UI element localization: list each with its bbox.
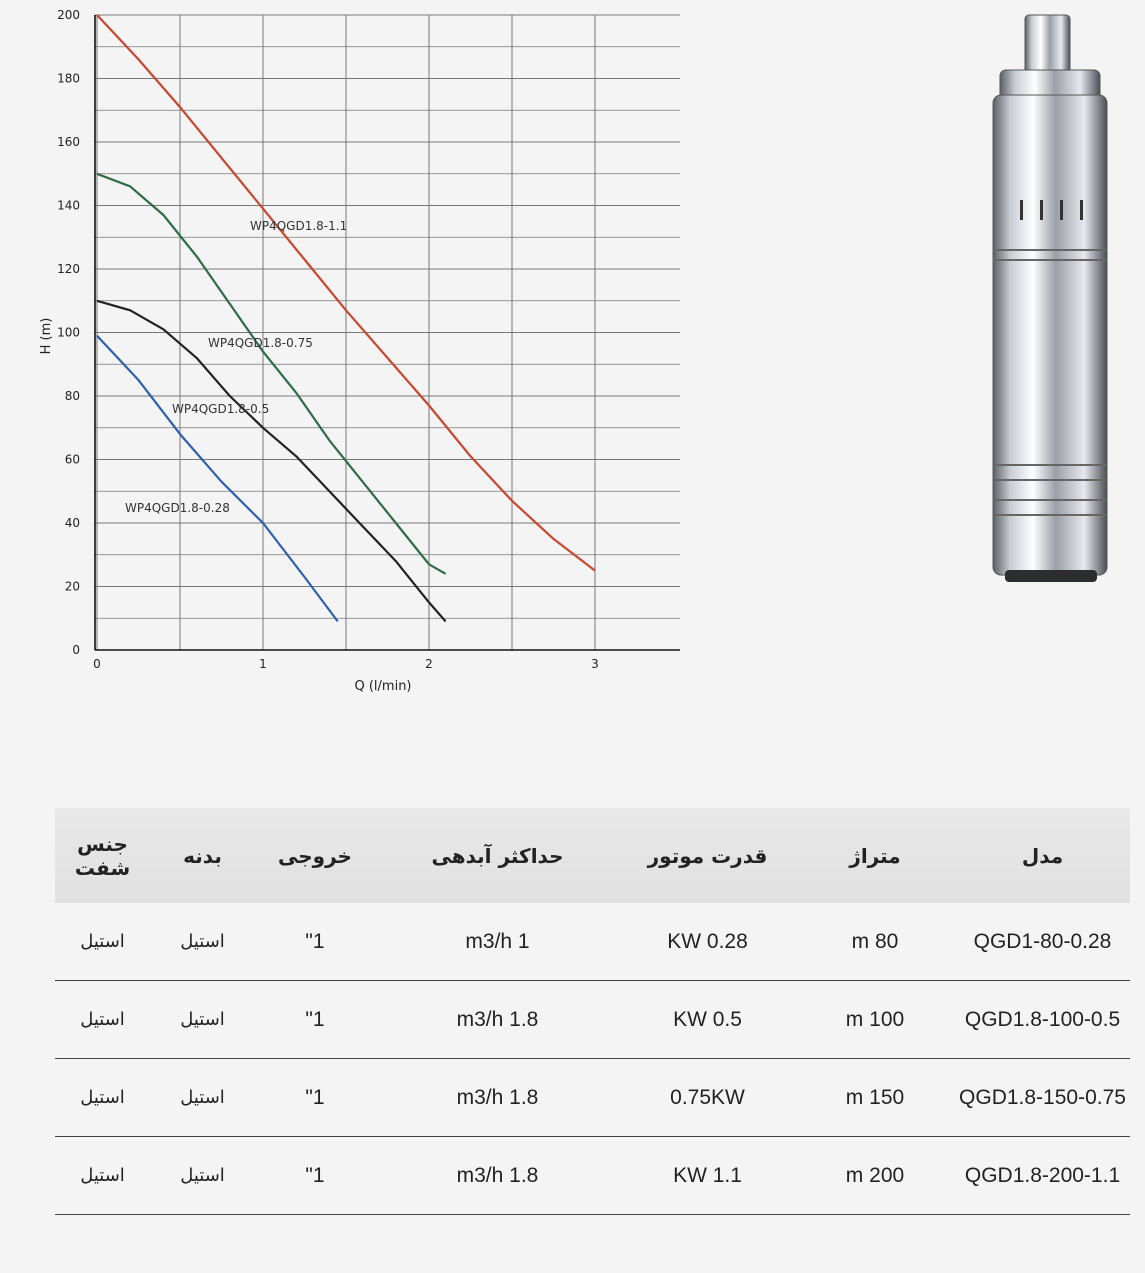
header-body: بدنه: [183, 843, 222, 868]
cell-depth: 200 m: [845, 1163, 905, 1187]
cell-body: استیل: [180, 1009, 225, 1030]
cell-max-flow: 1 m3/h: [465, 929, 530, 953]
chart-ticks: [57, 8, 599, 671]
y-tick-label: 140: [57, 198, 80, 213]
x-tick-label: 0: [93, 657, 101, 671]
cell-model: QGD1.8-100-0.5: [964, 1007, 1121, 1031]
y-tick-label: 60: [64, 452, 80, 467]
x-axis-title: Q (l/min): [354, 679, 412, 694]
header-max-flow: حداکثر آبدهی: [431, 843, 564, 868]
cell-motor-power: 0.75KW: [670, 1085, 745, 1109]
cell-motor-power: 0.28 KW: [667, 929, 748, 953]
cell-depth: 150 m: [845, 1085, 905, 1109]
cell-model: QGD1-80-0.28: [973, 929, 1112, 953]
table-header-row: [55, 808, 1130, 903]
x-tick-label: 2: [425, 657, 433, 671]
submersible-pump-image: [985, 10, 1115, 585]
cell-shaft-material: استیل: [80, 1165, 125, 1186]
pump-curve-chart: [0, 0, 700, 710]
cell-max-flow: 1.8 m3/h: [456, 1085, 539, 1109]
y-tick-label: 180: [57, 71, 80, 86]
header-shaft-material: جنس شفت: [74, 831, 131, 880]
cell-shaft-material: استیل: [80, 1087, 125, 1108]
y-tick-label: 200: [57, 8, 80, 22]
spec-table: [55, 808, 1130, 1215]
table-row: [55, 1059, 1130, 1137]
cell-motor-power: 0.5 KW: [673, 1007, 742, 1031]
x-tick-label: 3: [591, 657, 599, 671]
cell-max-flow: 1.8 m3/h: [456, 1163, 539, 1187]
cell-depth: 80 m: [851, 929, 899, 953]
y-tick-label: 100: [57, 325, 80, 340]
curve-label: WP4QGD1.8-1.1: [250, 219, 348, 233]
x-tick-label: 1: [259, 657, 267, 671]
header-outlet: خروجی: [278, 843, 352, 868]
cell-max-flow: 1.8 m3/h: [456, 1007, 539, 1031]
cell-outlet: 1": [305, 929, 325, 953]
cell-outlet: 1": [305, 1007, 325, 1031]
table-row: [55, 981, 1130, 1059]
cell-motor-power: 1.1 KW: [673, 1163, 742, 1187]
y-tick-label: 20: [64, 579, 80, 594]
cell-outlet: 1": [305, 1085, 325, 1109]
cell-model: QGD1.8-200-1.1: [964, 1163, 1121, 1187]
table-row: [55, 903, 1130, 981]
cell-outlet: 1": [305, 1163, 325, 1187]
curve-label: WP4QGD1.8-0.75: [208, 336, 313, 350]
cell-model: QGD1.8-150-0.75: [959, 1085, 1126, 1109]
cell-shaft-material: استیل: [80, 1009, 125, 1030]
y-tick-label: 0: [72, 643, 80, 657]
header-model: مدل: [1021, 843, 1064, 868]
curve-label: WP4QGD1.8-0.28: [125, 501, 230, 515]
chart-curve-labels: [125, 219, 347, 515]
header-motor-power: قدرت موتور: [647, 843, 768, 868]
y-tick-label: 120: [57, 262, 80, 276]
y-tick-label: 40: [64, 516, 80, 530]
header-depth: متراژ: [849, 843, 901, 868]
cell-depth: 100 m: [845, 1007, 905, 1031]
y-tick-label: 80: [64, 389, 80, 403]
cell-body: استیل: [180, 1087, 225, 1108]
y-tick-label: 160: [57, 135, 80, 149]
cell-body: استیل: [180, 1165, 225, 1186]
table-row: [55, 1137, 1130, 1215]
cell-shaft-material: استیل: [80, 931, 125, 952]
curve-label: WP4QGD1.8-0.5: [172, 402, 270, 416]
cell-body: استیل: [180, 931, 225, 952]
y-axis-title: H (m): [39, 317, 54, 355]
series-line-WP4QGD1.8-0.28: [97, 336, 338, 622]
